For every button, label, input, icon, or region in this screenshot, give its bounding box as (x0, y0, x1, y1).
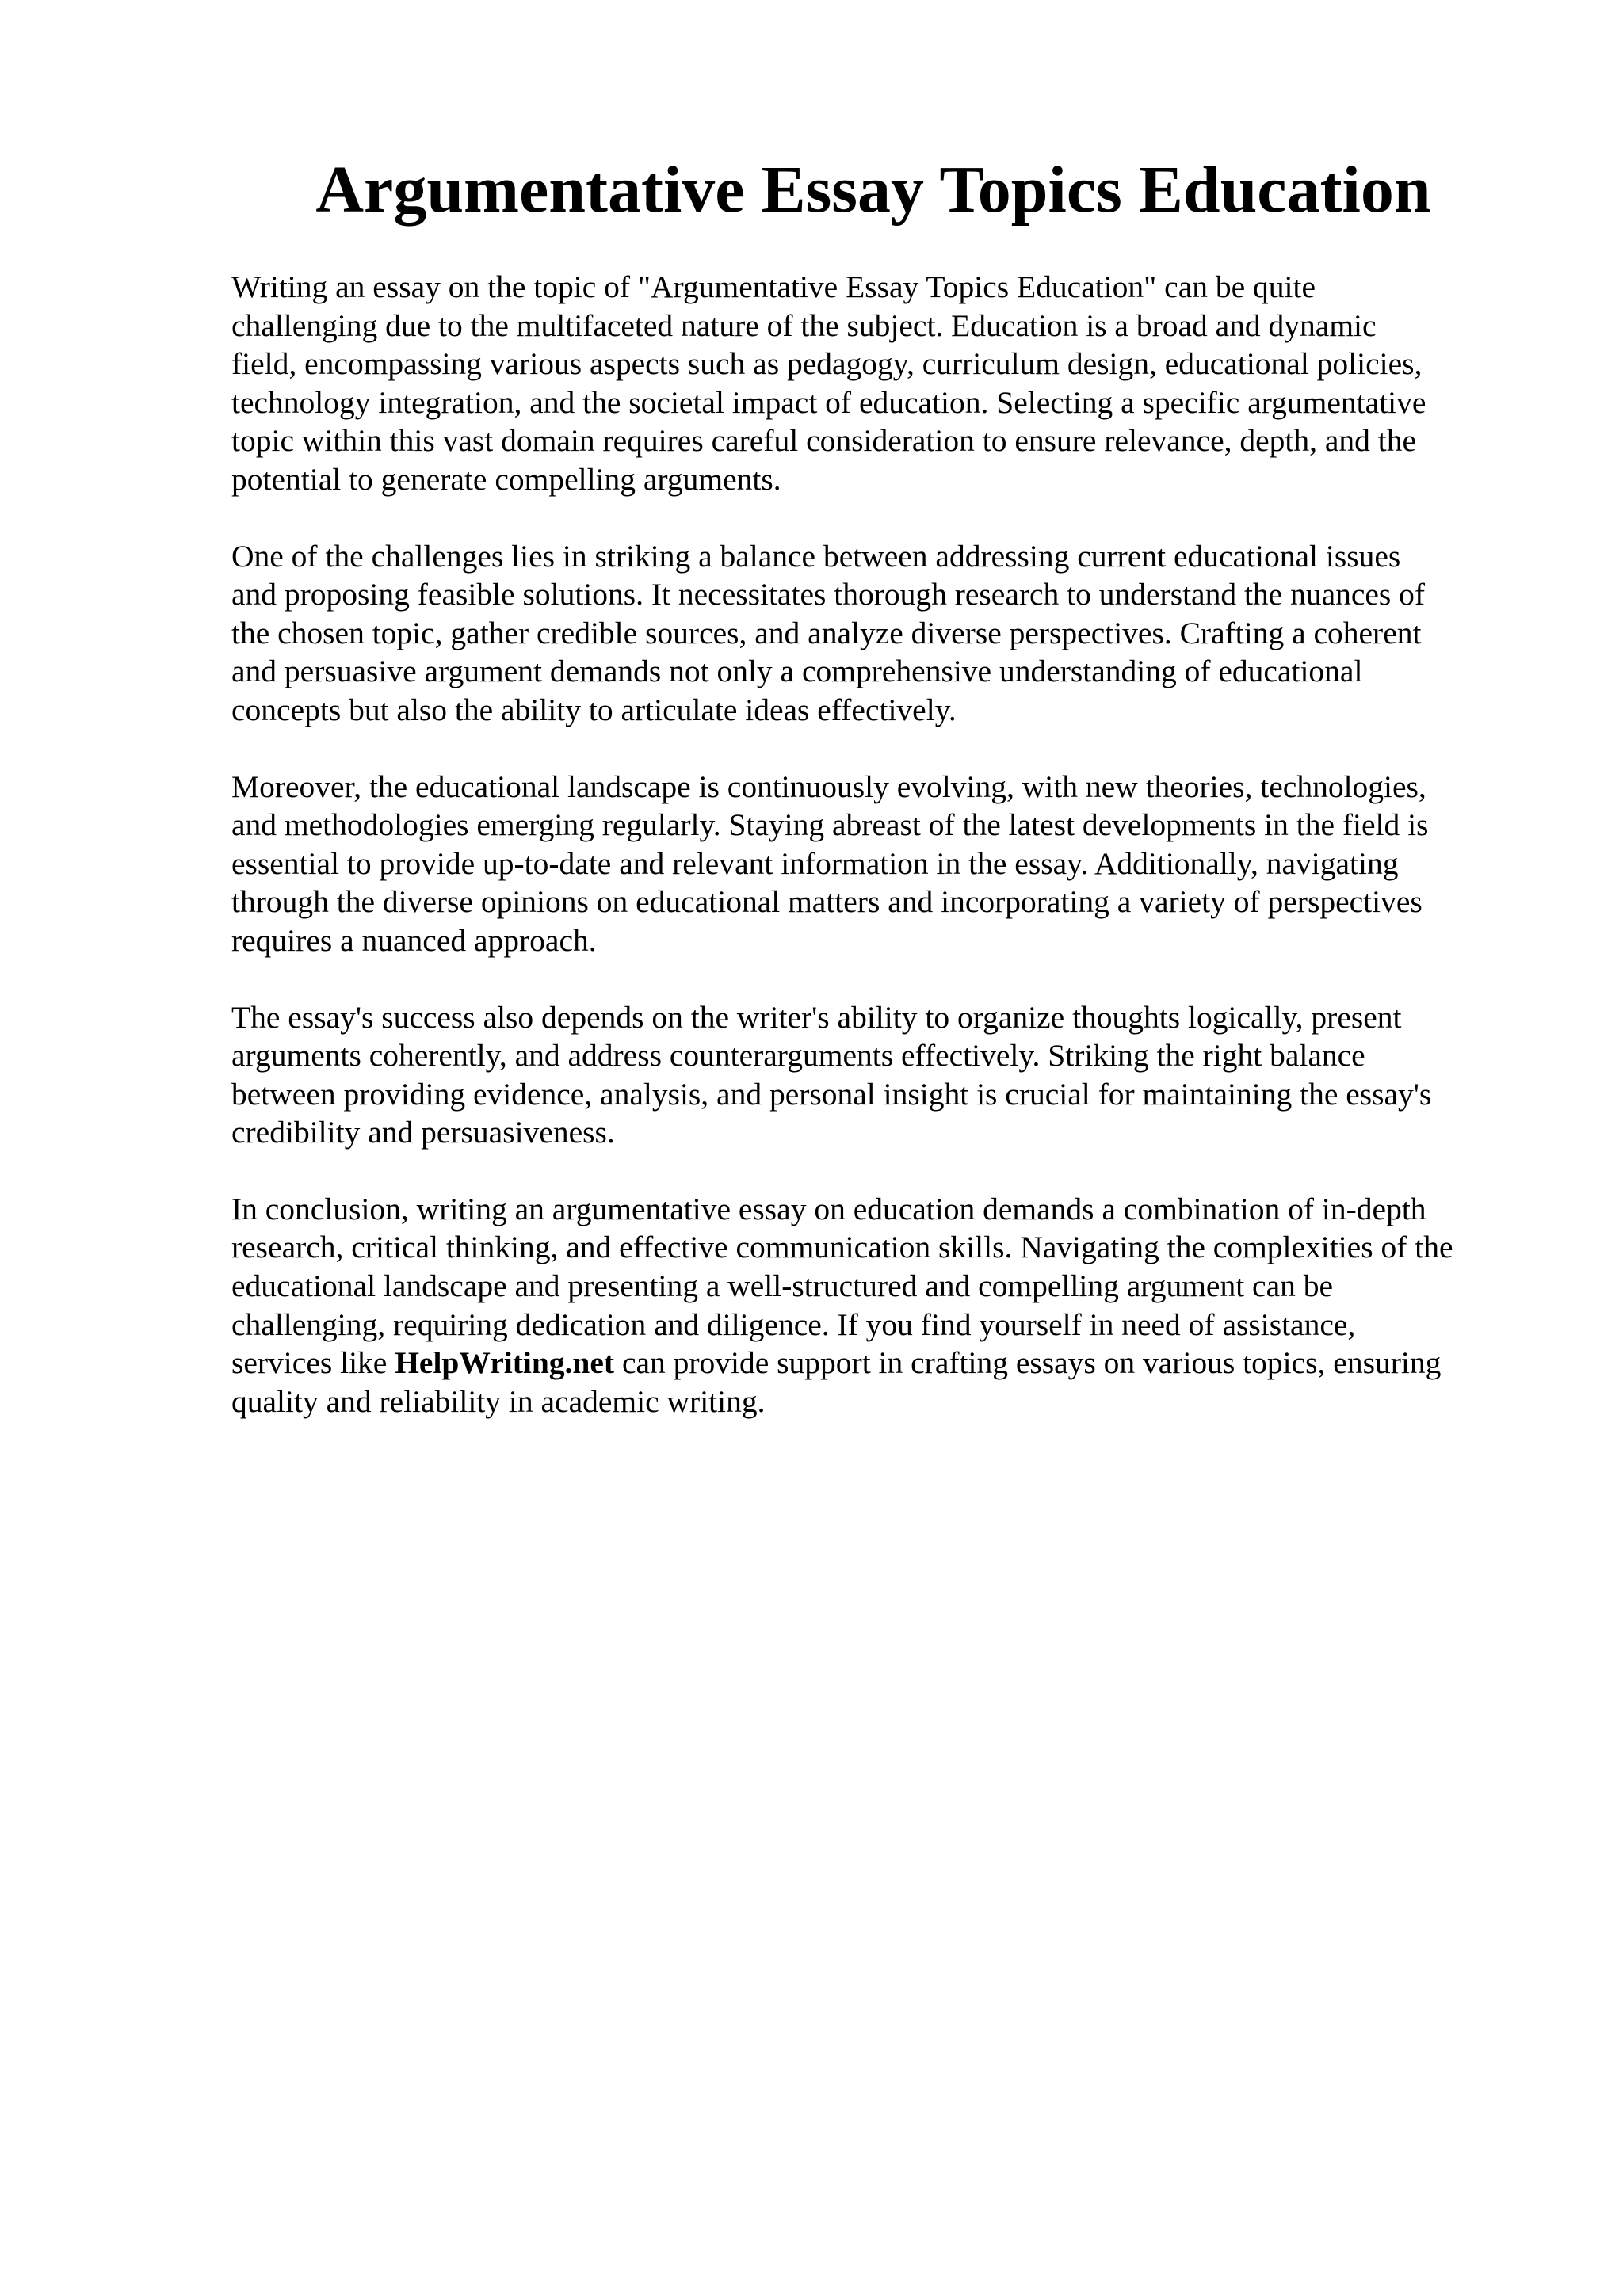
helpwriting-link[interactable]: HelpWriting.net (395, 1345, 615, 1381)
conclusion-text-start: In conclusion, writing an argumentative essay on education demands a combination of in-depth research, critical thinking, and effective communication skills. Navigating the complexities of the educational landscape and presenting a well-structured and compelling argument can be challenging, requiring dedication and diligence. If you find yourself in need of assistance, services like (231, 1191, 1453, 1381)
paragraph-3: Moreover, the educational landscape is continuously evolving, with new theories, technologies, and methodologies emerging regularly. Staying abreast of the latest developments in the field is essential to provide up-to-date and relevant information in the essay. Additionally, navigating through the diverse opinions on educational matters and incorporating a variety of perspectives requires a nuanced approach. (231, 769, 1429, 958)
essay-body (231, 268, 1531, 1459)
conclusion-text-end: can provide support in crafting essays on various topics, ensuring quality and reliability in academic writing. (231, 1345, 1442, 1419)
paragraph-1: Writing an essay on the topic of "Argumentative Essay Topics Education" can be quite challenging due to the multifaceted nature of the subject. Education is a broad and dynamic field, encompassing various aspects such as pedagogy, curriculum design, educational policies, technology integration, and the societal impact of education. Selecting a specific argumentative topic within this vast domain requires careful consideration to ensure relevance, depth, and the potential to generate compelling arguments. (231, 269, 1426, 497)
paragraph-2: One of the challenges lies in striking a balance between addressing current educational issues and proposing feasible solutions. It necessitates thorough research to understand the nuances of the chosen topic, gather credible sources, and analyze diverse perspectives. Crafting a coherent and persuasive argument demands not only a comprehensive understanding of educational concepts but also the ability to articulate ideas effectively. (231, 538, 1426, 727)
paragraph-conclusion (231, 1190, 1531, 1421)
page-title: Argumentative Essay Topics Education (315, 153, 1431, 227)
paragraph-4: The essay's success also depends on the writer's ability to organize thoughts logically, present arguments coherently, and address counterarguments effectively. Striking the right balance between providing evidence, analysis, and personal insight is crucial for maintaining the essay's credibility and persuasiveness. (231, 999, 1432, 1150)
